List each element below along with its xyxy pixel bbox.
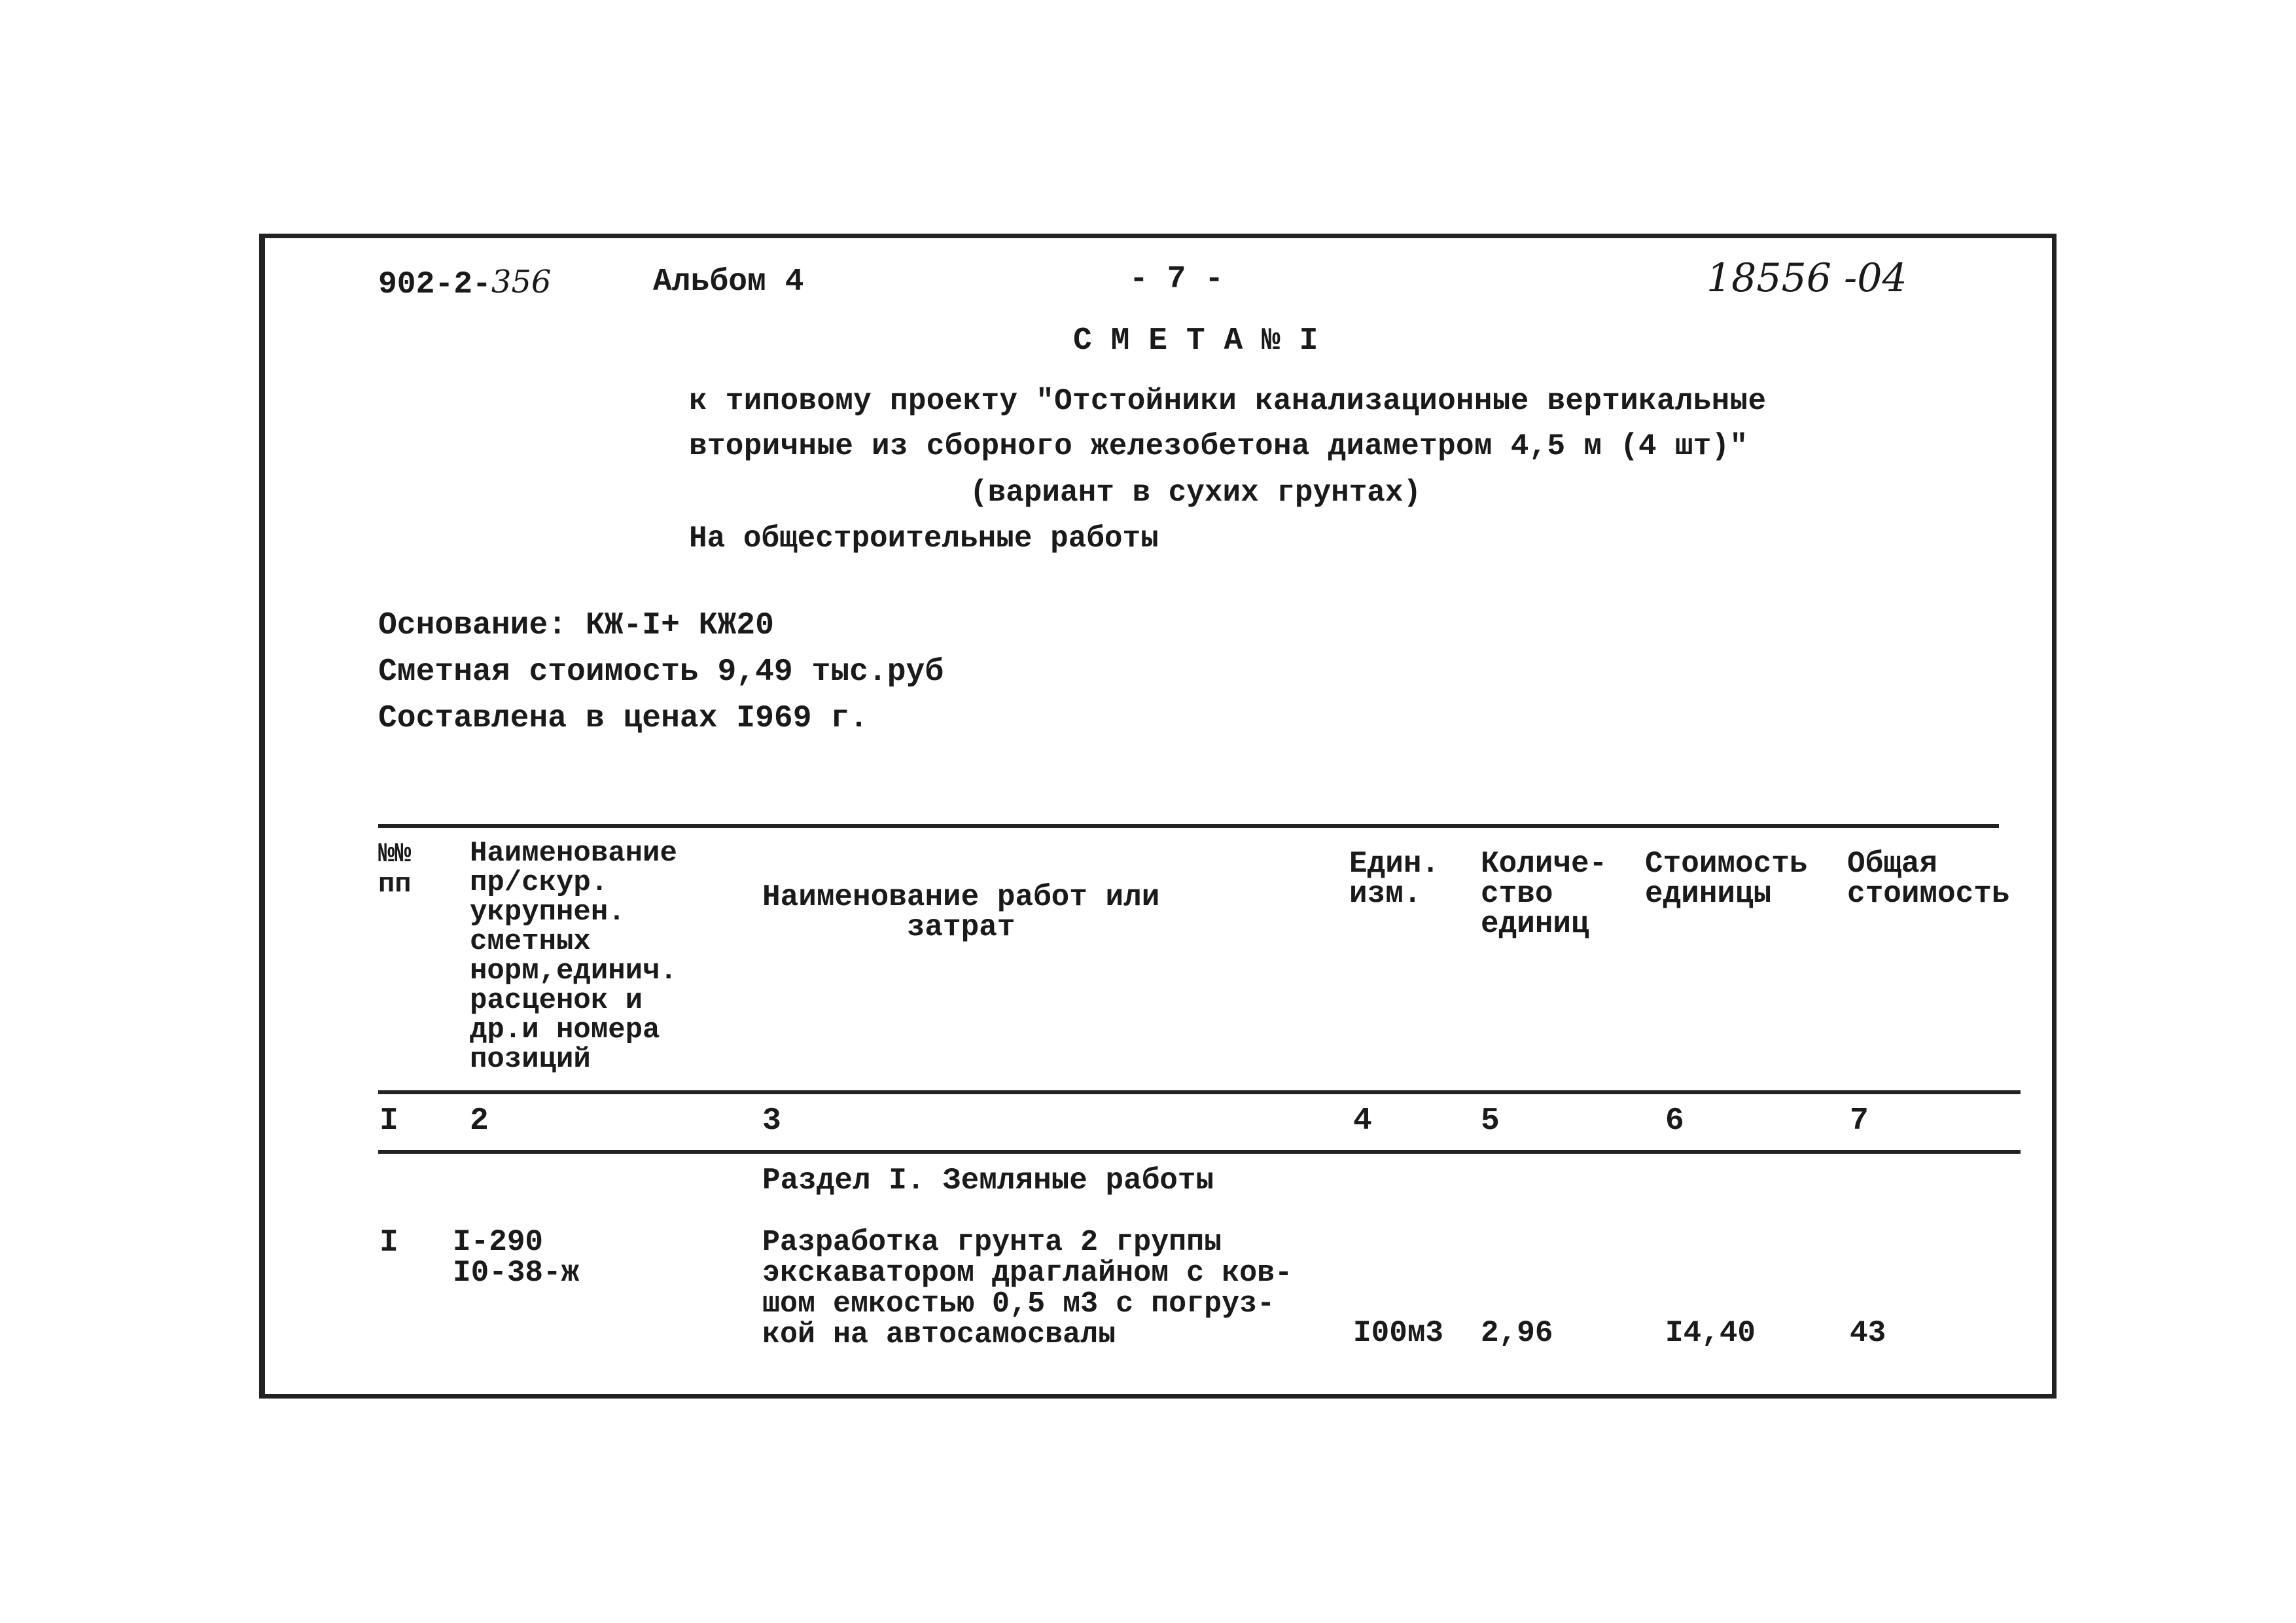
row-num: I (380, 1225, 398, 1260)
title-line-3: (вариант в сухих грунтах) (970, 476, 1422, 510)
header-total-cost: Общая стоимость (1847, 847, 2010, 911)
row-code: I-290 I0-38-ж (453, 1225, 580, 1290)
row-work-name: Разработка грунта 2 группы экскаватором драглайном с ков- шом емкостью 0,5 м3 с погруз- кой на автосамосвалы (762, 1226, 1293, 1351)
page-number: - 7 - (1129, 262, 1224, 297)
doc-code-prefix: 902-2- (378, 267, 491, 302)
column-number-2: 2 (470, 1103, 489, 1139)
estimated-cost-line: Сметная стоимость 9,49 тыс.руб (378, 654, 944, 690)
row-quantity: 2,96 (1481, 1316, 1553, 1350)
basis-line: Основание: КЖ-I+ КЖ20 (378, 608, 774, 643)
header-num: №№ пп (378, 838, 412, 900)
estimate-heading: С М Е Т А № I (1073, 323, 1318, 359)
doc-code (378, 266, 551, 300)
header-unit: Един. изм. (1349, 847, 1440, 911)
album-label: Альбом 4 (653, 264, 804, 300)
title-line-2: вторичные из сборного железобетона диаметром 4,5 м (4 шт)" (689, 429, 1748, 463)
header-work-name: Наименование работ или затрат (762, 880, 1160, 944)
table-top-rule (378, 824, 1999, 828)
title-line-4: На общестроительные работы (689, 522, 1159, 556)
title-line-1: к типовому проекту "Отстойники канализационные вертикальные (689, 384, 1767, 418)
row-unit-cost: I4,40 (1665, 1316, 1756, 1350)
header-code: Наименование пр/скур. укрупнен. сметных норм,единич. расценок и др.и номера позиций (470, 837, 677, 1076)
archive-number: 18556 -04 (1706, 255, 1907, 301)
header-bottom-rule (378, 1090, 2021, 1094)
column-numbers-rule (378, 1150, 2021, 1154)
prices-year-line: Составлена в ценах I969 г. (378, 701, 868, 736)
column-number-7: 7 (1850, 1103, 1869, 1139)
row-unit: I00м3 (1353, 1316, 1444, 1350)
column-number-3: 3 (762, 1103, 781, 1139)
column-number-6: 6 (1665, 1103, 1684, 1139)
header-quantity: Количе- ство единиц (1481, 847, 1608, 941)
column-number-4: 4 (1353, 1103, 1372, 1139)
header-unit-cost: Стоимость единицы (1645, 847, 1808, 911)
row-total-cost: 43 (1850, 1316, 1886, 1350)
doc-code-handwritten: 356 (491, 264, 552, 300)
section-title: Раздел I. Земляные работы (762, 1164, 1214, 1198)
column-number-5: 5 (1481, 1103, 1500, 1139)
column-number-1: I (380, 1103, 398, 1139)
